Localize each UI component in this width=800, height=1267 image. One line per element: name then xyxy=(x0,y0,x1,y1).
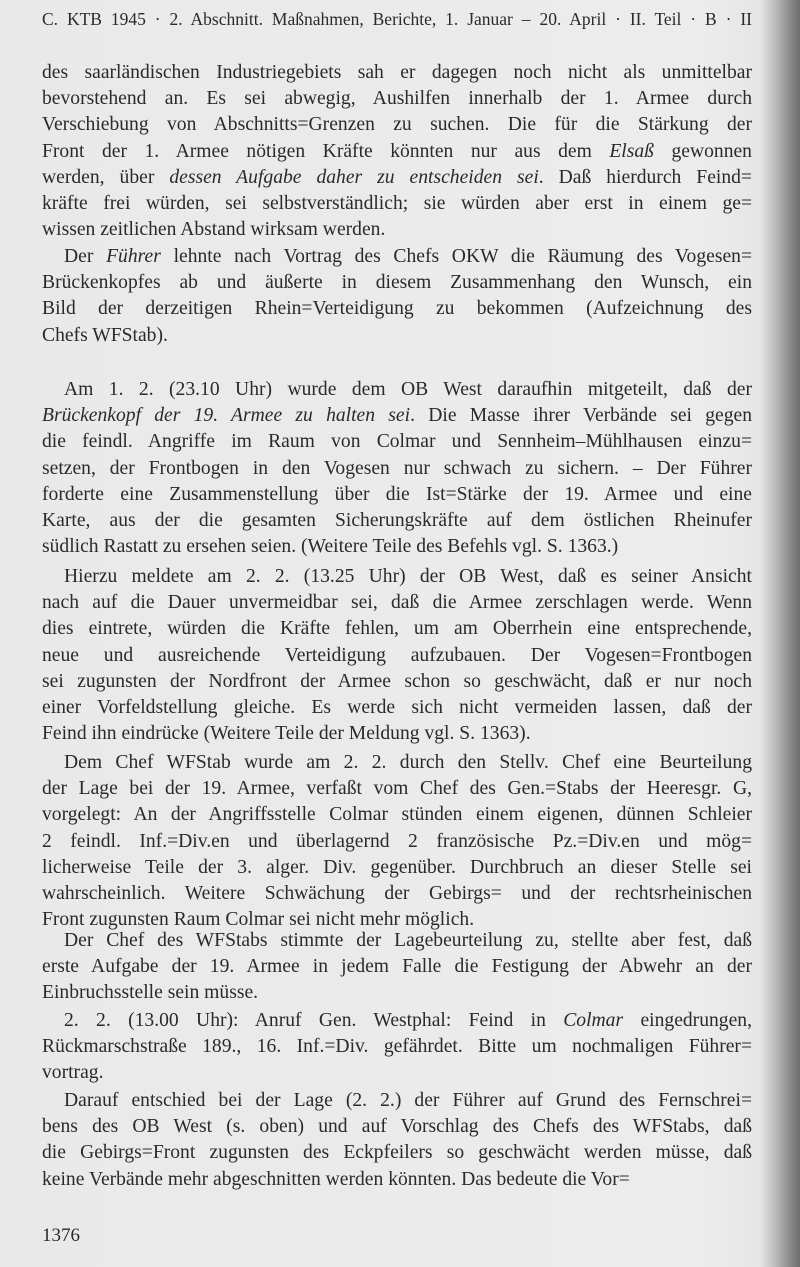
text-line xyxy=(42,695,752,721)
italic-text: Elsaß xyxy=(609,140,654,162)
text-line xyxy=(42,1114,752,1140)
text-line xyxy=(42,60,752,86)
text-line xyxy=(42,456,752,482)
text-line xyxy=(42,86,752,112)
text-segment: südlich Rastatt zu ersehen seien. (Weitere Teile des Befehls vgl. S. 1363.) xyxy=(42,536,619,558)
text-line xyxy=(42,112,752,138)
text-segment: eingedrungen, xyxy=(623,1010,752,1031)
text-segment: licherweise Teile der 3. alger. Div. gegenüber. Durchbruch an dieser Stelle sei xyxy=(42,856,752,878)
text-line xyxy=(42,191,752,217)
text-segment: Verschiebung von Abschnitts=Grenzen zu suchen. Die für die Stärkung der xyxy=(42,114,752,136)
italic-text: Brückenkopf der 19. Armee zu halten sei xyxy=(42,405,411,427)
text-line xyxy=(42,721,752,747)
text-segment: Feind ihn eindrücke (Weitere Teile der Meldung vgl. S. 1363). xyxy=(42,723,531,745)
text-line xyxy=(42,1060,752,1086)
text-segment: Der xyxy=(64,246,107,267)
text-line xyxy=(42,928,752,954)
text-line xyxy=(42,750,752,776)
text-segment: werden, über xyxy=(42,166,170,188)
paragraph xyxy=(42,750,752,933)
paragraph xyxy=(42,244,752,349)
text-segment: kräfte frei würden, sei selbstverständlich; sie würden aber erst in einem ge= xyxy=(42,192,752,214)
text-segment: die Gebirgs=Front zugunsten des Eckpfeilers so geschwächt werden müsse, daß xyxy=(42,1142,752,1164)
text-segment: Bild der derzeitigen Rhein=Verteidigung zu bekommen (Aufzeichnung des xyxy=(42,298,752,320)
text-line xyxy=(42,802,752,828)
text-line xyxy=(42,855,752,881)
text-line xyxy=(42,508,752,534)
text-line xyxy=(42,296,752,322)
paragraph xyxy=(42,377,752,560)
text-segment: sei zugunsten der Nordfront der Armee schon so geschwächt, daß er nur noch xyxy=(42,670,752,692)
text-segment: neue und ausreichende Verteidigung aufzubauen. Der Vogesen=Frontbogen xyxy=(42,644,752,666)
text-segment: die feindl. Angriffe im Raum von Colmar und Sennheim–Mühlhausen einzu= xyxy=(42,431,752,453)
italic-text: Colmar xyxy=(563,1010,624,1031)
text-segment: dies eintrete, würden die Kräfte fehlen, um am Oberrhein eine entsprechende, xyxy=(42,618,752,640)
text-segment: Front der 1. Armee nötigen Kräfte könnten nur aus dem xyxy=(42,140,610,162)
text-segment: . Daß hierdurch Feind= xyxy=(538,166,752,188)
text-line xyxy=(42,403,752,429)
text-line xyxy=(42,165,752,191)
text-segment: bens des OB West (s. oben) und auf Vorschlag des Chefs des WFStabs, daß xyxy=(42,1116,752,1138)
text-segment: einer Vorfeldstellung gleiche. Es werde sich nicht vermeiden lassen, daß der xyxy=(42,696,752,718)
text-line xyxy=(42,881,752,907)
text-segment: Am 1. 2. (23.10 Uhr) wurde dem OB West daraufhin mitgeteilt, daß der xyxy=(64,379,752,400)
text-segment: . Die Masse ihrer Verbände sei gegen xyxy=(410,405,752,427)
paragraph xyxy=(42,564,752,747)
text-segment: 2 feindl. Inf.=Div.en und überlagernd 2 französische Pz.=Div.en und mög= xyxy=(42,830,752,852)
text-segment: der Lage bei der 19. Armee, verfaßt vom Chef des Gen.=Stabs der Heeresgr. G, xyxy=(42,778,752,800)
paragraph xyxy=(42,60,752,243)
text-line xyxy=(42,829,752,855)
text-segment: Brückenkopfes ab und äußerte in diesem Zusammenhang den Wunsch, ein xyxy=(42,272,752,294)
text-line xyxy=(42,323,752,349)
text-segment: Einbruchsstelle sein müsse. xyxy=(42,982,259,1004)
text-segment: keine Verbände mehr abgeschnitten werden könnten. Das bedeute die Vor= xyxy=(42,1168,630,1190)
text-segment: erste Aufgabe der 19. Armee in jedem Falle die Festigung der Abwehr an der xyxy=(42,956,752,978)
text-segment: bevorstehend an. Es sei abwegig, Aushilfen innerhalb der 1. Armee durch xyxy=(42,88,752,110)
text-segment: Front zugunsten Raum Colmar sei nicht mehr möglich. xyxy=(42,909,475,931)
text-line xyxy=(42,1034,752,1060)
text-line xyxy=(42,377,752,403)
paragraph xyxy=(42,1088,752,1193)
text-line xyxy=(42,1140,752,1166)
text-segment: wahrscheinlich. Weitere Schwächung der Gebirgs= und der rechtsrheinischen xyxy=(42,882,752,904)
text-line xyxy=(42,1008,752,1034)
text-line xyxy=(42,643,752,669)
text-line xyxy=(42,980,752,1006)
text-segment: setzen, der Frontbogen in den Vogesen nur schwach zu sichern. – Der Führer xyxy=(42,457,752,479)
text-line xyxy=(42,429,752,455)
text-segment: Chefs WFStab). xyxy=(42,324,168,346)
text-segment: Darauf entschied bei der Lage (2. 2.) der Führer auf Grund des Fernschrei= xyxy=(64,1090,752,1111)
text-line xyxy=(42,564,752,590)
text-line xyxy=(42,616,752,642)
text-line xyxy=(42,244,752,270)
text-line xyxy=(42,776,752,802)
text-line xyxy=(42,590,752,616)
text-line xyxy=(42,1088,752,1114)
text-line xyxy=(42,139,752,165)
running-header: C. KTB 1945 · 2. Abschnitt. Maßnahmen, Berichte, 1. Januar – 20. April · II. Teil · B · II xyxy=(42,9,752,29)
text-segment: lehnte nach Vortrag des Chefs OKW die Räumung des Vogesen= xyxy=(160,246,752,267)
italic-text: Führer xyxy=(106,246,161,267)
text-segment: Karte, aus der die gesamten Sicherungskräfte auf dem östlichen Rheinufer xyxy=(42,509,752,531)
text-line xyxy=(42,270,752,296)
text-segment: Der Chef des WFStabs stimmte der Lagebeurteilung zu, stellte aber fest, daß xyxy=(64,930,752,951)
text-segment: gewonnen xyxy=(653,140,752,162)
text-segment: vortrag. xyxy=(42,1062,104,1084)
text-line xyxy=(42,217,752,243)
text-line xyxy=(42,534,752,560)
text-segment: forderte eine Zusammenstellung über die Ist=Stärke der 19. Armee und eine xyxy=(42,483,752,505)
italic-text: dessen Aufgabe daher zu entscheiden sei xyxy=(169,166,539,188)
text-segment: vorgelegt: An der Angriffsstelle Colmar stünden einem eigenen, dünnen Schleier xyxy=(42,804,752,826)
text-segment: des saarländischen Industriegebiets sah er dagegen noch nicht als unmittelbar xyxy=(42,62,752,83)
text-line xyxy=(42,1167,752,1193)
paragraph xyxy=(42,1008,752,1087)
paragraph xyxy=(42,928,752,1007)
text-line xyxy=(42,482,752,508)
text-line xyxy=(42,954,752,980)
text-segment: nach auf die Dauer unvermeidbar sei, daß die Armee zerschlagen werde. Wenn xyxy=(42,592,752,614)
text-line xyxy=(42,669,752,695)
page-number: 1376 xyxy=(42,1225,80,1246)
text-segment: wissen zeitlichen Abstand wirksam werden. xyxy=(42,219,386,241)
text-segment: Hierzu meldete am 2. 2. (13.25 Uhr) der OB West, daß es seiner Ansicht xyxy=(64,566,752,587)
text-segment: Rückmarschstraße 189., 16. Inf.=Div. gefährdet. Bitte um nochmaligen Führer= xyxy=(42,1036,752,1058)
text-segment: 2. 2. (13.00 Uhr): Anruf Gen. Westphal: Feind in xyxy=(64,1010,564,1031)
text-segment: Dem Chef WFStab wurde am 2. 2. durch den Stellv. Chef eine Beurteilung xyxy=(64,752,752,773)
